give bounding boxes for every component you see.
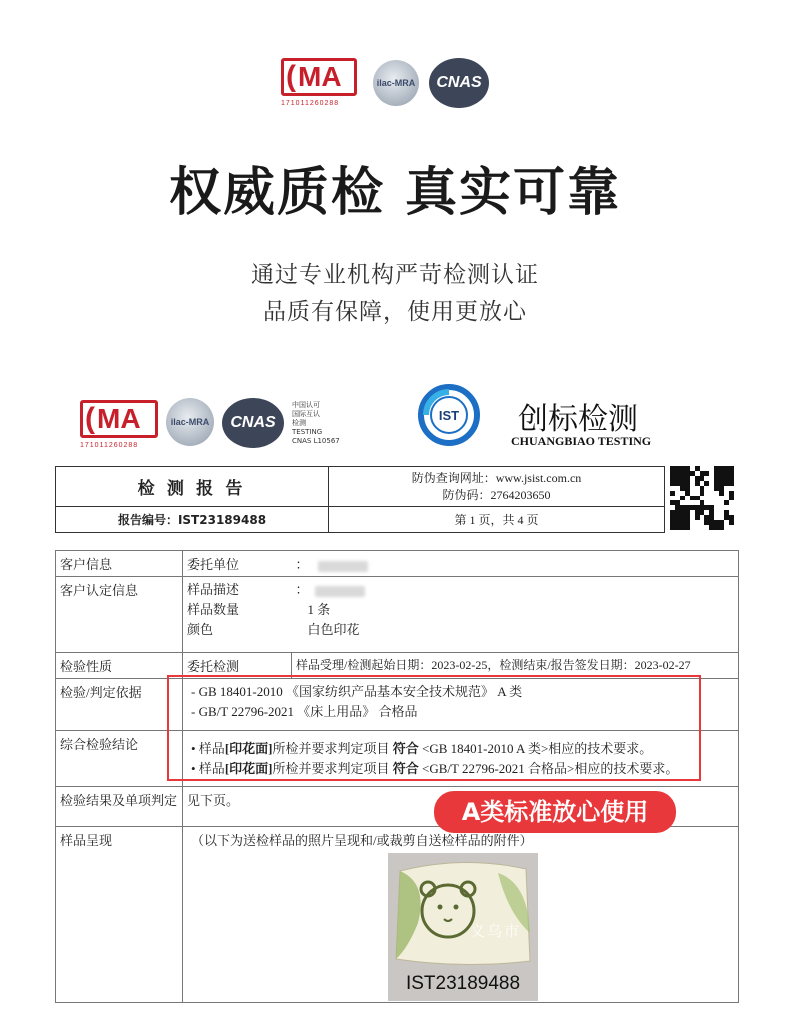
row-label-basis: 检验/判定依据 — [56, 679, 183, 731]
cnas-caption: 中国认可 国际互认 检测 TESTING CNAS L10567 — [292, 401, 340, 445]
basis-line-1: - GB 18401-2010 《国家纺织产品基本安全技术规范》 A 类 — [191, 684, 523, 699]
photo-code: IST23189488 — [405, 973, 521, 994]
client-redacted — [318, 561, 368, 572]
subtitle-line-1: 通过专业机构严苛检测认证 — [251, 262, 539, 288]
sample-qty-field: 样品数量 — [187, 602, 240, 617]
anti-fake-code: 防伪码：2764203650 — [442, 487, 551, 502]
photo-note: （以下为送检样品的照片呈现和/或裁剪自送检样品的附件） — [191, 833, 533, 848]
basis-line-2: - GB/T 22796-2021 《床上用品》 合格品 — [191, 704, 418, 719]
sample-color-value: 白色印花 — [307, 622, 360, 637]
subtitle-line-2: 品质有保障，使用更放心 — [263, 299, 527, 325]
report-title: 检 测 报 告 — [56, 467, 329, 507]
cnas-logo: CNAS — [429, 58, 489, 108]
qr-code — [670, 466, 734, 530]
sample-qty-value: 1 条 — [307, 602, 331, 617]
report-cnas-logo: CNAS — [222, 398, 284, 448]
sample-color-field: 颜色 — [187, 622, 214, 637]
ist-logo — [418, 384, 480, 446]
nature-dates: 样品受理/检测起始日期：2023-02-25，检测结束/报告签发日期：2023-02-27 — [292, 653, 739, 679]
ilac-mra-logo: ilac-MRA — [373, 60, 419, 106]
page-title: 权威质检 真实可靠 — [168, 163, 622, 223]
cma-logo: ( MA 171011260288 — [281, 58, 357, 107]
qr-module — [729, 525, 734, 530]
report-body: 客户信息 委托单位 ： 客户认定信息 样品描述 样品数量 颜色 ： 1 条 白色印花 检验性质 委托检测 样品受理/检测起始日期：2023-02-25，检测结束/报告签发日期：2023-02-27 检验/判定依据 - GB 18401-2010 《国家纺织产品基本安全技术规范》 A 类 - GB/T 22796-2021 《床上用品》 合格品 综合检验结论 • 样品[印花面]所检并要求判定项目 符合 <GB 18401-2010 A 类>相应的技术要求。 • 样品[印花面]所检并要求判定项目 符合 <GB/T 22796-2021 合格品>相应的技术要求。 检验结果及单项判定 见下页。 样品呈现 （以下为送检样品的照片呈现和/或裁剪自送检样品的附件） IST23189488 — [55, 550, 739, 1003]
conclusion-line-2: • 样品[印花面]所检并要求判定项目 符合 <GB/T 22796-2021 合格品>相应的技术要求。 — [191, 761, 679, 776]
nature-field: 委托检测 — [183, 653, 292, 679]
svg-text:IST: IST — [438, 408, 460, 423]
row-label-conclusion: 综合检验结论 — [56, 731, 183, 787]
lab-name-en: CHUANGBIAO TESTING — [511, 434, 652, 448]
row-label-photo: 样品呈现 — [56, 827, 183, 1003]
report-ilac-logo: ilac-MRA — [166, 398, 214, 446]
row-label-client: 客户信息 — [56, 551, 183, 577]
watermark: 义乌市 — [470, 922, 522, 940]
cma-number: 171011260288 — [281, 100, 340, 107]
sample-desc-redacted — [315, 586, 365, 597]
sample-desc-field: 样品描述 — [187, 582, 240, 597]
a-class-badge: A类标准放心使用 — [434, 791, 676, 833]
client-field: 委托单位 — [183, 551, 292, 577]
conclusion-line-1: • 样品[印花面]所检并要求判定项目 符合 <GB 18401-2010 A 类>相应的技术要求。 — [191, 741, 653, 756]
report-number: 报告编号：IST23189488 — [56, 507, 329, 533]
row-label-sample: 客户认定信息 — [56, 577, 183, 653]
lab-name-cn: 创标检测 — [518, 402, 638, 437]
result-value: 见下页。 — [183, 787, 739, 827]
page-info: 第 1 页，共 4 页 — [329, 507, 665, 533]
row-label-nature: 检验性质 — [56, 653, 183, 679]
report-header-table — [55, 466, 665, 533]
report-cma-logo: ( MA 171011260288 — [80, 400, 160, 449]
row-label-result: 检验结果及单项判定 — [56, 787, 183, 827]
highlight-box — [167, 675, 701, 781]
client-colon: ： — [295, 557, 309, 572]
top-logo-row — [281, 58, 511, 114]
query-site: 防伪查询网址：www.jsist.com.cn — [411, 470, 582, 485]
